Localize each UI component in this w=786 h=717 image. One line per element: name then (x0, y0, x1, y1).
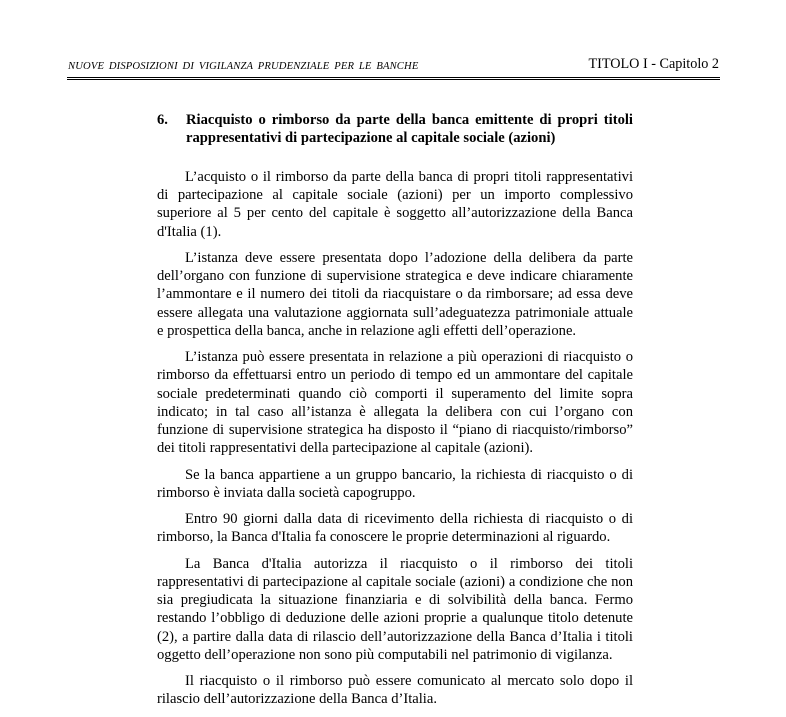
running-header-left: NUOVE DISPOSIZIONI DI VIGILANZA PRUDENZIALE PER LE BANCHE (68, 61, 419, 72)
section-title: Riacquisto o rimborso da parte della banca emittente di propri titoli rappresentativi di partecipazione al capitale sociale (azioni) (186, 112, 633, 146)
paragraph: Se la banca appartiene a un gruppo bancario, la richiesta di riacquisto o di rimborso è inviata dalla società capogruppo. (157, 466, 633, 501)
paragraph: La Banca d'Italia autorizza il riacquisto o il rimborso dei titoli rappresentativi di partecipazione al capitale sociale (azioni) a condizione che non sia pregiudicata la situazione finanziaria e di solvibilità della banca. Fermo restando l’obbligo di deduzione delle azioni proprie a qualunque titolo detenute (2), a partire dalla data di rilascio dell’autorizzazione della Banca d’Italia i titoli oggetto dell’operazione non sono più computabili nel patrimonio di vigilanza. (157, 555, 633, 663)
running-header-right: TITOLO I - Capitolo 2 (588, 56, 719, 72)
paragraph: L’istanza deve essere presentata dopo l’adozione della delibera da parte dell’organo con funzione di supervisione strategica e deve indicare chiaramente l’ammontare e il numero dei titoli da riacquistare o da rimborsare; ad essa deve essere allegata una valutazione aggiornata sull’adeguatezza patrimoniale attuale e prospettica della banca, anche in relazione agli effetti dell’operazione. (157, 250, 633, 339)
paragraph: Entro 90 giorni dalla data di ricevimento della richiesta di riacquisto o di rimborso, la Banca d'Italia fa conoscere le proprie determinazioni al riguardo. (157, 511, 633, 546)
section-number: 6. (157, 112, 168, 128)
paragraph: L’istanza può essere presentata in relazione a più operazioni di riacquisto o rimborso da effettuarsi entro un periodo di tempo ed un ammontare del capitale sociale predeterminati quando ciò comporti il superamento del limite sopra indicato; in tal caso all’istanza è allegata la delibera con cui l’organo con funzione di supervisione strategica ha disposto il “piano di riacquisto/rimborso” dei titoli rappresentativi della partecipazione al capitale (azioni). (157, 349, 633, 457)
header-rule-double (67, 79, 720, 80)
header-rule (67, 77, 720, 78)
paragraph: Il riacquisto o il rimborso può essere comunicato al mercato solo dopo il rilascio dell’autorizzazione della Banca d’Italia. (157, 673, 633, 708)
paragraph: L’acquisto o il rimborso da parte della banca di propri titoli rappresentativi di partecipazione al capitale sociale (azioni) per un importo complessivo superiore al 5 per cento del capitale è soggetto all’autorizzazione della Banca d'Italia (1). (157, 169, 633, 240)
body-text (157, 168, 633, 717)
